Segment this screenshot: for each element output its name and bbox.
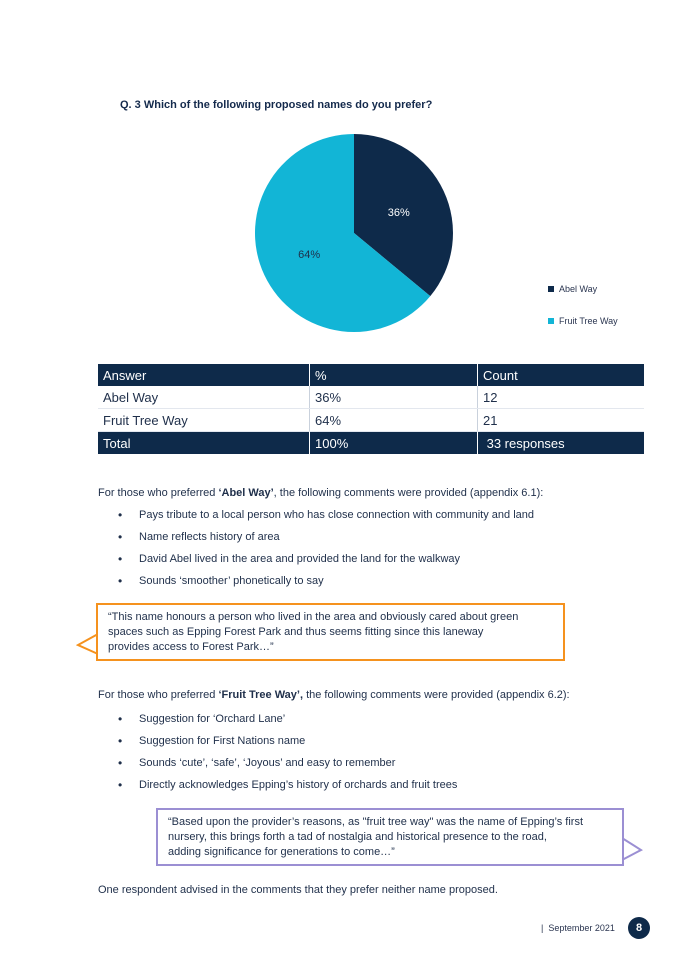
header-percent: %	[310, 364, 478, 386]
abel-intro	[98, 487, 543, 499]
quote-line: “Based upon the provider’s reasons, as "fruit tree way" was the name of Epping’s first	[168, 816, 584, 828]
abel-intro-name: ‘Abel Way’	[218, 487, 274, 499]
page-number: 8	[628, 917, 650, 939]
quote-line: “This name honours a person who lived in the area and obviously cared about green	[108, 611, 519, 623]
abel-intro-pre: For those who preferred	[98, 487, 219, 499]
list-item: • Pays tribute to a local person who has close connection with community and land	[118, 508, 534, 530]
list-item: • Name reflects history of area	[118, 530, 534, 552]
legend-label-fruit-tree-way: Fruit Tree Way	[559, 316, 618, 326]
table-row	[98, 409, 644, 432]
pie-label-abel-way: 36%	[387, 206, 410, 219]
table-total-row	[98, 432, 644, 455]
header-answer: Answer	[98, 364, 310, 386]
pie-label-fruit-tree-way: 64%	[298, 249, 321, 262]
list-item: • Suggestion for First Nations name	[118, 734, 457, 756]
list-item: • Suggestion for ‘Orchard Lane’	[118, 712, 457, 734]
fruit-quote-callout	[156, 808, 624, 866]
list-item: • David Abel lived in the area and provided the land for the walkway	[118, 552, 534, 574]
cell-percent: 64%	[310, 409, 478, 432]
legend-label-abel-way: Abel Way	[559, 284, 598, 294]
abel-comments-list	[118, 508, 534, 596]
footer-date: | September 2021	[541, 923, 615, 933]
header-count: Count	[478, 364, 645, 386]
quote-line: provides access to Forest Park…”	[108, 641, 274, 653]
total-percent: 100%	[310, 432, 478, 455]
quote-line: nursery, this brings forth a tad of nostalgia and historical presence to the road,	[168, 831, 547, 843]
fruit-intro	[98, 689, 570, 701]
total-label: Total	[98, 432, 310, 455]
total-count: 33 responses	[478, 432, 645, 455]
quote-line: spaces such as Epping Forest Park and thus seems fitting since this laneway	[108, 626, 484, 638]
table-row	[98, 386, 644, 409]
fruit-comments-list	[118, 712, 457, 800]
cell-answer: Abel Way	[98, 386, 310, 409]
list-item: • Directly acknowledges Epping’s history of orchards and fruit trees	[118, 778, 457, 800]
cell-percent: 36%	[310, 386, 478, 409]
cell-answer: Fruit Tree Way	[98, 409, 310, 432]
fruit-intro-post: the following comments were provided (appendix 6.2):	[303, 689, 570, 701]
question-title: Q. 3 Which of the following proposed names do you prefer?	[120, 99, 433, 111]
abel-intro-post: , the following comments were provided (appendix 6.1):	[273, 487, 544, 499]
legend-item-abel-way	[548, 284, 597, 294]
legend-item-fruit-tree-way	[548, 316, 618, 326]
cell-count: 12	[478, 386, 645, 409]
legend-swatch-fruit-tree-way	[548, 318, 554, 324]
table-header-row	[98, 364, 644, 386]
list-item: • Sounds ‘cute’, ‘safe’, ‘Joyous’ and easy to remember	[118, 756, 457, 778]
pie-chart	[254, 133, 454, 333]
abel-quote-callout	[96, 603, 565, 661]
cell-count: 21	[478, 409, 645, 432]
list-item: • Sounds ‘smoother’ phonetically to say	[118, 574, 534, 596]
results-table	[98, 364, 644, 454]
legend-swatch-abel-way	[548, 286, 554, 292]
fruit-intro-pre: For those who preferred	[98, 689, 219, 701]
closing-note: One respondent advised in the comments that they prefer neither name proposed.	[98, 884, 498, 896]
fruit-intro-name: ‘Fruit Tree Way’,	[218, 689, 304, 701]
quote-line: adding significance for generations to come…”	[168, 846, 395, 858]
